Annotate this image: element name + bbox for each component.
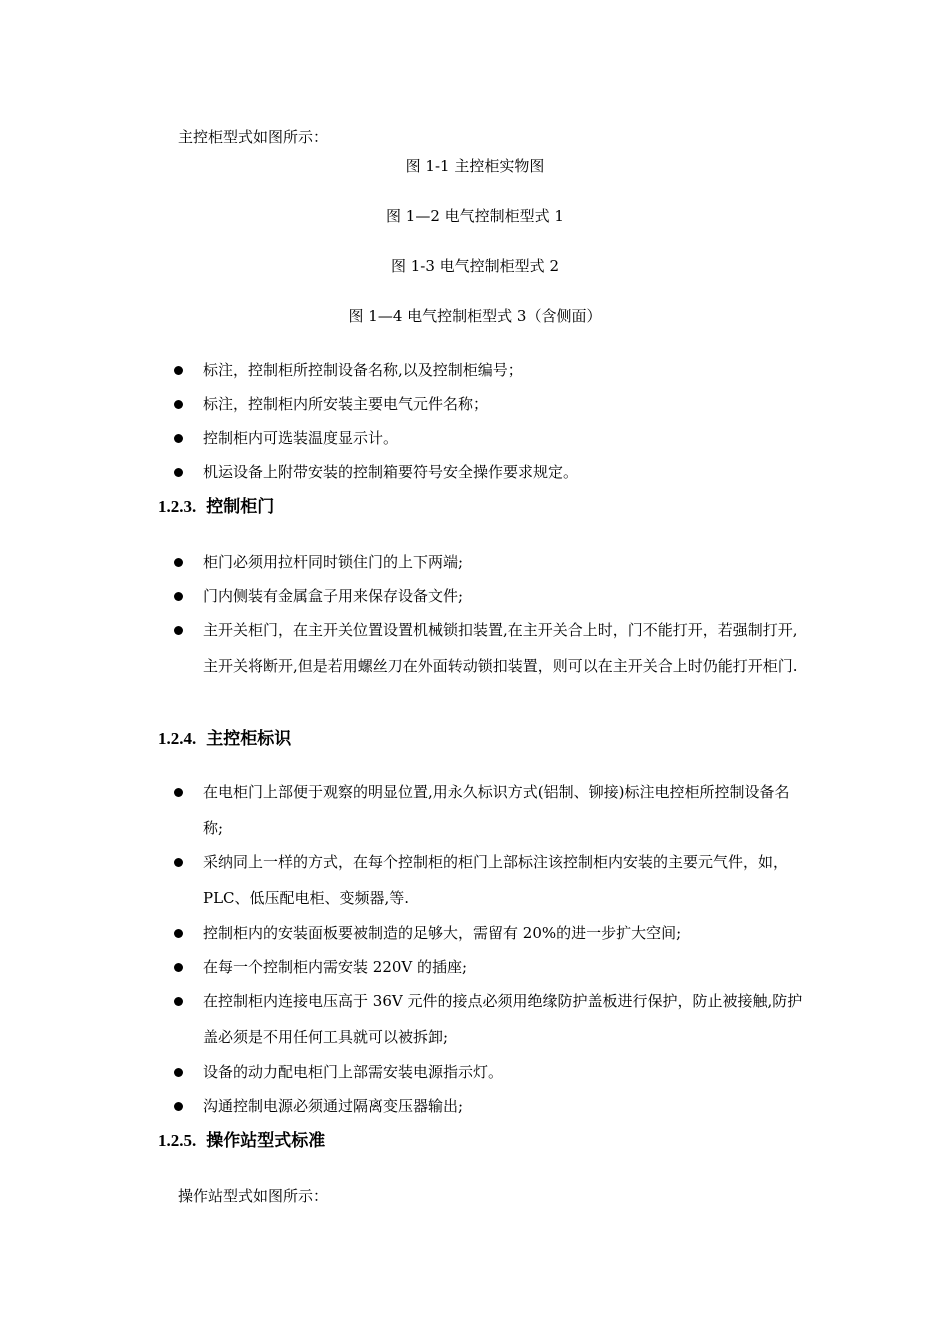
bullet-icon: [174, 400, 183, 409]
bullet-icon: [174, 1068, 183, 1077]
bullet-icon: [174, 626, 183, 635]
list-item: 主开关柜门，在主开关位置设置机械锁扣装置,在主开关合上时，门不能打开，若强制打开,主开关将断开,但是若用螺丝刀在外面转动锁扣装置，则可以在主开关合上时仍能打开柜门.: [174, 621, 824, 684]
intro-operator-station: 操作站型式如图所示：: [178, 1187, 329, 1205]
figure-caption-1-1: 图 1-1 主控柜实物图: [405, 157, 545, 175]
list-item: 控制柜内可选装温度显示计。: [174, 429, 824, 456]
list-item: 采纳同上一样的方式，在每个控制柜的柜门上部标注该控制柜内安装的主要元气件，如，PLC、低压配电柜、变频器,等.: [174, 853, 824, 916]
bullet-icon: [174, 858, 183, 867]
bullet-icon: [174, 997, 183, 1006]
section-heading-1-2-3: 1.2.3. 控制柜门: [158, 497, 275, 517]
figure-caption-1-3: 图 1-3 电气控制柜型式 2: [390, 257, 559, 275]
bullet-icon: [174, 468, 183, 477]
bullet-icon: [174, 963, 183, 972]
bullet-icon: [174, 1102, 183, 1111]
bullet-icon: [174, 558, 183, 567]
section-heading-1-2-5: 1.2.5. 操作站型式标准: [158, 1131, 326, 1151]
list-item: 柜门必须用拉杆同时锁住门的上下两端;: [174, 553, 824, 580]
section-heading-1-2-4: 1.2.4. 主控柜标识: [158, 729, 292, 749]
bullet-icon: [174, 788, 183, 797]
intro-main-cabinet: 主控柜型式如图所示：: [178, 128, 329, 146]
list-item: 沟通控制电源必须通过隔离变压器输出;: [174, 1097, 824, 1124]
bullet-icon: [174, 366, 183, 375]
list-item: 在每一个控制柜内需安装 220V 的插座;: [174, 958, 824, 985]
bullet-icon: [174, 592, 183, 601]
list-item: 在控制柜内连接电压高于 36V 元件的接点必须用绝缘防护盖板进行保护，防止被接触,防护盖必须是不用任何工具就可以被拆卸;: [174, 992, 824, 1055]
list-item: 在电柜门上部便于观察的明显位置,用永久标识方式(铝制、铆接)标注电控柜所控制设备名称;: [174, 783, 824, 846]
bullet-icon: [174, 434, 183, 443]
list-item: 控制柜内的安装面板要被制造的足够大，需留有 20%的进一步扩大空间;: [174, 924, 824, 951]
list-item: 机运设备上附带安装的控制箱要符号安全操作要求规定。: [174, 463, 824, 490]
list-item: 标注，控制柜内所安装主要电气元件名称；: [174, 395, 824, 422]
bullet-icon: [174, 929, 183, 938]
list-item: 门内侧装有金属盒子用来保存设备文件;: [174, 587, 824, 614]
list-item: 标注，控制柜所控制设备名称,以及控制柜编号；: [174, 361, 824, 388]
figure-caption-1-4: 图 1—4 电气控制柜型式 3（含侧面）: [348, 307, 602, 325]
list-item: 设备的动力配电柜门上部需安装电源指示灯。: [174, 1063, 824, 1090]
figure-caption-1-2: 图 1—2 电气控制柜型式 1: [386, 207, 564, 225]
